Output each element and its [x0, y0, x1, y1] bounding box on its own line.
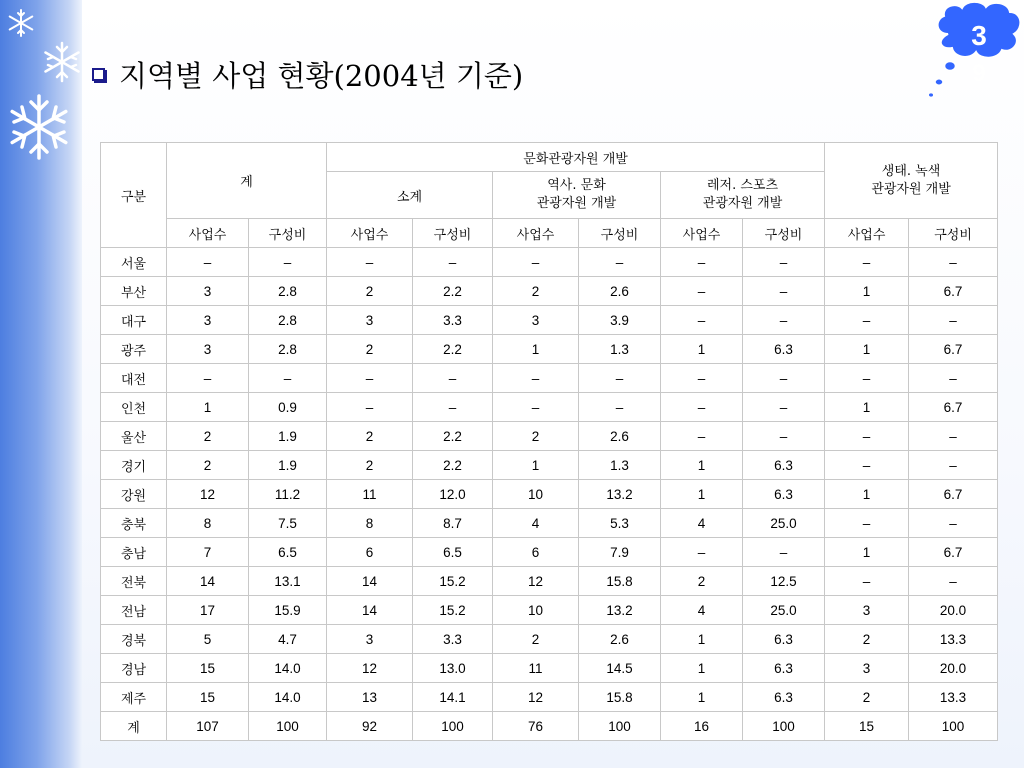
table-cell: 6.7 — [909, 335, 998, 364]
table-cell: 1 — [825, 480, 909, 509]
table-body — [101, 248, 998, 741]
table-row — [101, 567, 998, 596]
table-cell: 2 — [327, 277, 413, 306]
row-region-label: 강원 — [101, 480, 167, 509]
table-cell: 15.9 — [249, 596, 327, 625]
row-region-label: 경북 — [101, 625, 167, 654]
table-cell: – — [661, 248, 743, 277]
header-history-line1: 역사. 문화 — [547, 178, 606, 193]
table-cell: – — [909, 364, 998, 393]
table-cell: 2 — [493, 422, 579, 451]
header-history-culture — [493, 172, 661, 219]
table-cell: 6.5 — [249, 538, 327, 567]
table-cell: 1.9 — [249, 422, 327, 451]
table-cell: – — [661, 422, 743, 451]
header-eco-line2: 관광자원 개발 — [871, 181, 951, 197]
table-cell: 25.0 — [743, 596, 825, 625]
table-cell: 10 — [493, 596, 579, 625]
table-cell: 6 — [493, 538, 579, 567]
checkbox-bullet-icon — [92, 68, 105, 81]
table-cell: 1 — [661, 625, 743, 654]
table-cell: – — [249, 248, 327, 277]
table-cell: 15.2 — [413, 596, 493, 625]
table-cell: 12 — [493, 683, 579, 712]
subheader-ratio: 구성비 — [579, 219, 661, 248]
table-cell: 2 — [327, 422, 413, 451]
table-cell: 14.0 — [249, 654, 327, 683]
table-cell: 3 — [493, 306, 579, 335]
table-cell: – — [579, 364, 661, 393]
table-cell: 6.7 — [909, 277, 998, 306]
table-row — [101, 451, 998, 480]
table-cell: 1 — [825, 538, 909, 567]
table-cell: 6.7 — [909, 538, 998, 567]
table-cell: 11.2 — [249, 480, 327, 509]
table-row — [101, 538, 998, 567]
snowflake-icon — [4, 92, 74, 162]
table-row — [101, 712, 998, 741]
table-row — [101, 277, 998, 306]
table-cell: 5 — [167, 625, 249, 654]
table-cell: 2.6 — [579, 625, 661, 654]
header-eco-tourism — [825, 143, 998, 219]
subheader-count: 사업수 — [493, 219, 579, 248]
row-region-label: 제주 — [101, 683, 167, 712]
header-leisure-line1: 레저. 스포츠 — [706, 178, 779, 193]
table-cell: 13.3 — [909, 625, 998, 654]
table-cell: 1 — [825, 277, 909, 306]
table-cell: – — [825, 364, 909, 393]
table-cell: 6 — [327, 538, 413, 567]
table-cell: – — [579, 248, 661, 277]
table-cell: 2.8 — [249, 277, 327, 306]
table-cell: – — [661, 393, 743, 422]
table-cell: 2 — [493, 277, 579, 306]
table-cell: 1 — [167, 393, 249, 422]
page-number: 3 — [971, 20, 987, 51]
table-cell: 2 — [661, 567, 743, 596]
table-row — [101, 654, 998, 683]
table-cell: 3 — [327, 306, 413, 335]
table-cell: – — [327, 393, 413, 422]
table-cell: 6.5 — [413, 538, 493, 567]
table-cell: 13 — [327, 683, 413, 712]
table-cell: 3 — [167, 335, 249, 364]
table-cell: – — [493, 248, 579, 277]
snowflake-icon — [40, 40, 84, 84]
table-cell: – — [661, 538, 743, 567]
table-cell: – — [327, 364, 413, 393]
table-cell: 3 — [825, 596, 909, 625]
table-cell: 15.8 — [579, 567, 661, 596]
table-cell: – — [825, 509, 909, 538]
table-cell: 14 — [167, 567, 249, 596]
table-cell: 2 — [493, 625, 579, 654]
table-cell: 107 — [167, 712, 249, 741]
table-row — [101, 596, 998, 625]
table-cell: 13.0 — [413, 654, 493, 683]
table-cell: – — [579, 393, 661, 422]
row-region-label: 광주 — [101, 335, 167, 364]
row-region-label: 울산 — [101, 422, 167, 451]
row-region-label: 충북 — [101, 509, 167, 538]
table-cell: 4.7 — [249, 625, 327, 654]
row-region-label: 인천 — [101, 393, 167, 422]
table-cell: – — [661, 306, 743, 335]
table-cell: 14.1 — [413, 683, 493, 712]
table-cell: – — [825, 451, 909, 480]
table-cell: – — [743, 393, 825, 422]
table-cell: 14.5 — [579, 654, 661, 683]
row-region-label: 부산 — [101, 277, 167, 306]
table-row — [101, 306, 998, 335]
subheader-count: 사업수 — [167, 219, 249, 248]
table-cell: – — [825, 306, 909, 335]
table-cell: 3.3 — [413, 625, 493, 654]
table-cell: 1.3 — [579, 451, 661, 480]
table-cell: – — [909, 306, 998, 335]
table-cell: 14.0 — [249, 683, 327, 712]
table-cell: 100 — [249, 712, 327, 741]
table-cell: 2.6 — [579, 277, 661, 306]
table-cell: 6.3 — [743, 451, 825, 480]
table-row — [101, 480, 998, 509]
snowflake-icon — [6, 8, 36, 38]
table-cell: 1 — [825, 393, 909, 422]
subheader-count: 사업수 — [661, 219, 743, 248]
table-cell: 11 — [327, 480, 413, 509]
page-title: 지역별 사업 현황(2004년 기준) — [119, 58, 524, 93]
table-cell: 6.7 — [909, 480, 998, 509]
header-history-line2: 관광자원 개발 — [536, 196, 617, 211]
table-cell: 14 — [327, 596, 413, 625]
table-cell: 1 — [825, 335, 909, 364]
table-cell: 92 — [327, 712, 413, 741]
table-row — [101, 422, 998, 451]
row-region-label: 충남 — [101, 538, 167, 567]
table-cell: 15.2 — [413, 567, 493, 596]
table-cell: – — [413, 393, 493, 422]
header-culture-tourism: 문화관광자원 개발 — [327, 143, 825, 172]
table-cell: 13.3 — [909, 683, 998, 712]
table-cell: 3 — [167, 277, 249, 306]
table-row — [101, 625, 998, 654]
table-cell: 12.5 — [743, 567, 825, 596]
table-cell: – — [167, 364, 249, 393]
table-cell: 3.3 — [413, 306, 493, 335]
table-cell: – — [249, 364, 327, 393]
table-cell: 25.0 — [743, 509, 825, 538]
table-row — [101, 683, 998, 712]
table-cell: – — [743, 364, 825, 393]
table-row — [101, 393, 998, 422]
row-region-label: 대전 — [101, 364, 167, 393]
table-cell: – — [909, 509, 998, 538]
row-region-label: 서울 — [101, 248, 167, 277]
table-cell: 1 — [661, 683, 743, 712]
table-cell: 100 — [743, 712, 825, 741]
header-leisure-sports — [661, 172, 825, 219]
table-cell: 2.8 — [249, 335, 327, 364]
subheader-ratio: 구성비 — [249, 219, 327, 248]
table-cell: 2 — [327, 451, 413, 480]
table-cell: – — [909, 422, 998, 451]
table-cell: 100 — [909, 712, 998, 741]
table-cell: – — [743, 277, 825, 306]
table-cell: 2.2 — [413, 422, 493, 451]
table-cell: 1 — [493, 335, 579, 364]
table-cell: – — [413, 364, 493, 393]
table-cell: 1 — [493, 451, 579, 480]
table-cell: 6.3 — [743, 625, 825, 654]
table-cell: 20.0 — [909, 596, 998, 625]
table-cell: 4 — [661, 596, 743, 625]
table-cell: 2.2 — [413, 277, 493, 306]
table-cell: 12.0 — [413, 480, 493, 509]
table-cell: – — [825, 248, 909, 277]
subheader-count: 사업수 — [327, 219, 413, 248]
table-cell: 100 — [579, 712, 661, 741]
table-cell: 7 — [167, 538, 249, 567]
table-cell: 1.9 — [249, 451, 327, 480]
table-cell: 6.7 — [909, 393, 998, 422]
table-cell: 7.9 — [579, 538, 661, 567]
table-cell: – — [413, 248, 493, 277]
table-cell: – — [743, 538, 825, 567]
table-cell: 100 — [413, 712, 493, 741]
subheader-ratio: 구성비 — [909, 219, 998, 248]
table-cell: 12 — [167, 480, 249, 509]
table-cell: 4 — [661, 509, 743, 538]
table-cell: 5.3 — [579, 509, 661, 538]
table-cell: 2 — [167, 422, 249, 451]
table-cell: 2 — [327, 335, 413, 364]
table-row — [101, 364, 998, 393]
table-cell: – — [909, 451, 998, 480]
table-cell: 2.8 — [249, 306, 327, 335]
table-cell: 15 — [825, 712, 909, 741]
table-cell: 6.3 — [743, 480, 825, 509]
row-region-label: 대구 — [101, 306, 167, 335]
subheader-ratio: 구성비 — [743, 219, 825, 248]
table-row — [101, 335, 998, 364]
table-cell: 10 — [493, 480, 579, 509]
subheader-ratio: 구성비 — [413, 219, 493, 248]
page-number-second-digit: 9 — [972, 60, 986, 87]
table-cell: – — [825, 422, 909, 451]
table-cell: 1 — [661, 654, 743, 683]
header-subtotal: 소계 — [327, 172, 493, 219]
table-cell: 15 — [167, 654, 249, 683]
table-cell: 7.5 — [249, 509, 327, 538]
table-cell: 12 — [493, 567, 579, 596]
row-region-label: 전북 — [101, 567, 167, 596]
table-cell: – — [661, 364, 743, 393]
table-cell: – — [743, 248, 825, 277]
table-cell: 2 — [825, 683, 909, 712]
table-cell: 0.9 — [249, 393, 327, 422]
table-cell: 3 — [167, 306, 249, 335]
table-cell: 13.2 — [579, 596, 661, 625]
table-cell: – — [743, 422, 825, 451]
header-group: 구분 — [101, 143, 167, 248]
table-cell: 1 — [661, 480, 743, 509]
table-cell: – — [825, 567, 909, 596]
regional-projects-table — [100, 142, 998, 741]
table-cell: 76 — [493, 712, 579, 741]
table-cell: 6.3 — [743, 654, 825, 683]
row-region-label: 계 — [101, 712, 167, 741]
table-cell: – — [909, 248, 998, 277]
table-cell: 8 — [327, 509, 413, 538]
table-cell: – — [327, 248, 413, 277]
table-cell: 17 — [167, 596, 249, 625]
table-cell: 2.2 — [413, 451, 493, 480]
table-cell: 16 — [661, 712, 743, 741]
table-cell: 12 — [327, 654, 413, 683]
table-cell: 13.2 — [579, 480, 661, 509]
table-cell: 13.1 — [249, 567, 327, 596]
table-cell: 2.6 — [579, 422, 661, 451]
table-cell: 8 — [167, 509, 249, 538]
table-cell: – — [167, 248, 249, 277]
table-row — [101, 509, 998, 538]
title-row — [92, 52, 523, 96]
row-region-label: 경남 — [101, 654, 167, 683]
table-cell: 20.0 — [909, 654, 998, 683]
table-cell: – — [909, 567, 998, 596]
header-eco-line1: 생태. 녹색 — [881, 163, 941, 179]
table-cell: 11 — [493, 654, 579, 683]
table-cell: 6.3 — [743, 683, 825, 712]
table-cell: 15.8 — [579, 683, 661, 712]
header-total: 계 — [167, 143, 327, 219]
table-cell: 8.7 — [413, 509, 493, 538]
table-cell: 3 — [327, 625, 413, 654]
table-cell: – — [743, 306, 825, 335]
table-cell: 15 — [167, 683, 249, 712]
table-cell: 14 — [327, 567, 413, 596]
table-cell: 6.3 — [743, 335, 825, 364]
table-cell: 3.9 — [579, 306, 661, 335]
header-leisure-line2: 관광자원 개발 — [702, 196, 783, 211]
subheader-count: 사업수 — [825, 219, 909, 248]
row-region-label: 전남 — [101, 596, 167, 625]
table-row — [101, 248, 998, 277]
row-region-label: 경기 — [101, 451, 167, 480]
table-cell: 2.2 — [413, 335, 493, 364]
table-cell: – — [661, 277, 743, 306]
table-cell: – — [493, 364, 579, 393]
table-cell: 4 — [493, 509, 579, 538]
decorative-side-bar — [0, 0, 82, 768]
table-cell: 3 — [825, 654, 909, 683]
table-cell: 2 — [167, 451, 249, 480]
table-cell: 1 — [661, 335, 743, 364]
table-cell: 1.3 — [579, 335, 661, 364]
table-cell: 1 — [661, 451, 743, 480]
table-cell: – — [493, 393, 579, 422]
table-cell: 2 — [825, 625, 909, 654]
